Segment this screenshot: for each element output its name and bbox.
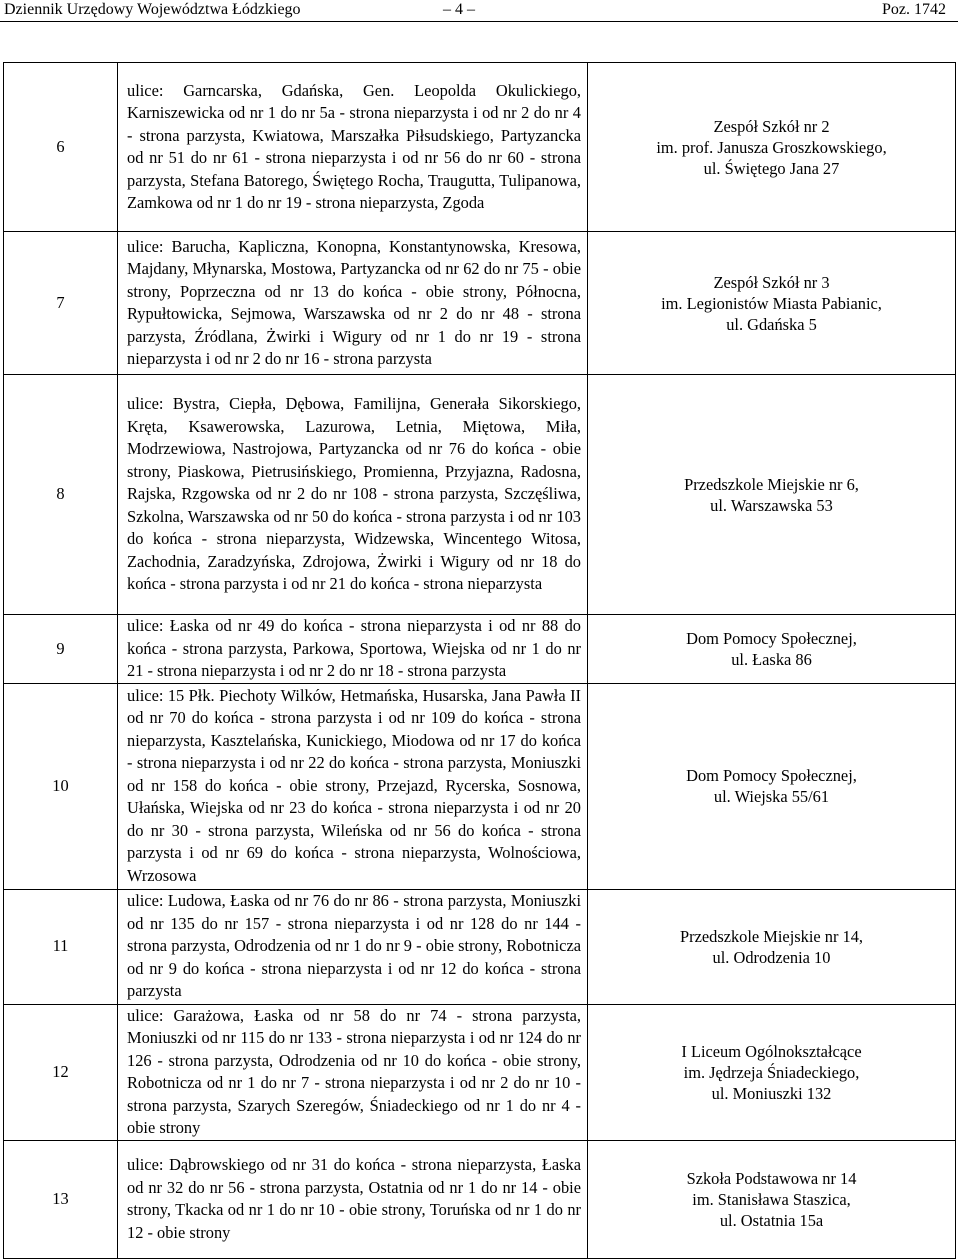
district-table	[3, 62, 956, 1259]
streets-list: ulice: 15 Płk. Piechoty Wilków, Hetmańska, Husarska, Jana Pawła II od nr 70 do końca - strona parzysta i od nr 109 do końca - strona nieparzysta, Kasztelańska, Kunickiego, Miodowa od nr 17 do końca - strona nieparzysta i od nr 22 do końca - strona parzysta, Moniuszki od nr 158 do końca - obie strony, Przejazd, Rycerska, Sosnowa, Ułańska, Wiejska od nr 23 do końca - strona nieparzysta i od nr 20 do nr 30 - strona parzysta, Wileńska od nr 56 do końca - strona parzysta i od nr 69 do końca - strona nieparzysta, Wolnościowa, Wrzosowa	[118, 683, 588, 889]
polling-station	[588, 232, 956, 375]
polling-station-line: Zespół Szkół nr 2	[713, 116, 830, 136]
streets-list: ulice: Garncarska, Gdańska, Gen. Leopolda Okulickiego, Karniszewicka od nr 1 do nr 5a - strona nieparzysta i od nr 2 do nr 4 - strona parzysta, Kwiatowa, Marszałka Piłsudskiego, Partyzancka od nr 51 do nr 61 - strona nieparzysta i od nr 56 do nr 60 - strona parzysta, Stefana Batorego, Świętego Rocha, Traugutta, Tulipanowa, Zamkowa od nr 1 do nr 19 - strona nieparzysta, Zgoda	[118, 63, 588, 232]
district-number: 12	[4, 1004, 118, 1140]
polling-station-line: im. Legionistów Miasta Pabianic,	[661, 293, 882, 313]
streets-list: ulice: Bystra, Ciepła, Dębowa, Familijna, Generała Sikorskiego, Kręta, Ksawerowska, Lazurowa, Letnia, Miętowa, Miła, Modrzewiowa, Nastrojowa, Partyzancka od nr 76 do końca - obie strony, Piaskowa, Pietrusińskiego, Promienna, Przyjazna, Radosna, Rajska, Rzgowska od nr 2 do nr 108 - strona parzysta, Szczęśliwa, Szkolna, Warszawska od nr 50 do końca - strona parzysta i od nr 103 do końca - strona nieparzysta, Widzewska, Wincentego Witosa, Zachodnia, Zaradzyńska, Zdrojowa, Żwirki i Wigury od nr 18 do końca - strona parzysta i od nr 21 do końca - strona nieparzysta	[118, 375, 588, 615]
page-header	[0, 0, 960, 22]
streets-list: ulice: Barucha, Kapliczna, Konopna, Konstantynowska, Kresowa, Majdany, Młynarska, Mostowa, Partyzancka od nr 62 do nr 75 - obie strony, Poprzeczna od nr 13 do końca - obie strony, Północna, Rypułtowicka, Sejmowa, Warszawska od nr 2 do nr 48 - strona parzysta, Źródlana, Żwirki i Wigury od nr 1 do nr 19 - strona nieparzysta i od nr 2 do nr 16 - strona parzysta	[118, 232, 588, 375]
position-number: Poz. 1742	[882, 1, 946, 18]
polling-station-line: ul. Ostatnia 15a	[719, 1210, 824, 1230]
page-number: – 4 –	[443, 1, 475, 18]
table-row	[4, 889, 956, 1004]
district-number: 7	[4, 232, 118, 375]
table-row	[4, 232, 956, 375]
polling-station	[588, 63, 956, 232]
polling-station-line: im. Stanisława Staszica,	[692, 1189, 851, 1209]
district-number: 13	[4, 1140, 118, 1258]
header-rule	[0, 21, 958, 22]
district-number: 8	[4, 375, 118, 615]
polling-station-line: ul. Świętego Jana 27	[703, 158, 840, 178]
polling-station-line: ul. Łaska 86	[731, 649, 812, 669]
streets-list: ulice: Garażowa, Łaska od nr 58 do nr 74 - strona parzysta, Moniuszki od nr 115 do nr 133 - strona nieparzysta i od nr 124 do nr 126 - strona parzysta, Odrodzenia od nr 10 do końca - obie strony, Robotnicza od nr 1 do nr 7 - strona nieparzysta i od nr 2 do nr 10 - strona parzysta, Szarych Szeregów, Śniadeckiego od nr 1 do nr 4 - obie strony	[118, 1004, 588, 1140]
polling-station-line: I Liceum Ogólnokształcące	[681, 1041, 862, 1061]
streets-list: ulice: Łaska od nr 49 do końca - strona nieparzysta i od nr 88 do końca - strona parzysta, Parkowa, Sportowa, Wiejska od nr 1 do nr 21 - strona nieparzysta i od nr 2 do nr 18 - strona parzysta	[118, 615, 588, 684]
district-number: 10	[4, 683, 118, 889]
polling-station-line: Przedszkole Miejskie nr 14,	[680, 926, 863, 946]
polling-station-line: Zespół Szkół nr 3	[713, 272, 830, 292]
polling-station-line: Dom Pomocy Społecznej,	[686, 628, 857, 648]
table-row	[4, 683, 956, 889]
district-number: 6	[4, 63, 118, 232]
polling-station-line: im. prof. Janusza Groszkowskiego,	[656, 137, 887, 157]
district-number: 9	[4, 615, 118, 684]
polling-station-line: Dom Pomocy Społecznej,	[686, 766, 857, 785]
streets-list: ulice: Dąbrowskiego od nr 31 do końca - strona nieparzysta, Łaska od nr 32 do nr 56 - strona parzysta, Ostatnia od nr 1 do nr 14 - obie strony, Tkacka od nr 1 do nr 10 - obie strony, Toruńska od nr 1 do nr 12 - obie strony	[118, 1140, 588, 1258]
polling-station-line: ul. Wiejska 55/61	[713, 787, 830, 806]
polling-station-line: ul. Moniuszki 132	[711, 1083, 832, 1103]
journal-title: Dziennik Urzędowy Województwa Łódzkiego	[4, 1, 301, 18]
table-row	[4, 615, 956, 684]
district-number: 11	[4, 889, 118, 1004]
polling-station-line: ul. Gdańska 5	[726, 314, 817, 334]
polling-station-line: ul. Odrodzenia 10	[712, 947, 831, 967]
polling-station	[588, 375, 956, 615]
polling-station-line: Szkoła Podstawowa nr 14	[686, 1168, 857, 1188]
table-row	[4, 375, 956, 615]
table-row	[4, 1140, 956, 1258]
polling-station-line: im. Jędrzeja Śniadeckiego,	[683, 1062, 860, 1082]
polling-station	[588, 1140, 956, 1258]
polling-station	[588, 615, 956, 684]
polling-station	[588, 683, 956, 889]
streets-list: ulice: Ludowa, Łaska od nr 76 do nr 86 - strona parzysta, Moniuszki od nr 135 do nr 157 - strona nieparzysta i od nr 128 do nr 144 - strona parzysta, Odrodzenia od nr 1 do nr 9 - obie strony, Robotnicza od nr 9 do końca - strona nieparzysta i od nr 12 do końca - strona parzysta	[118, 889, 588, 1004]
polling-station-line: Przedszkole Miejskie nr 6,	[684, 474, 859, 494]
polling-station	[588, 889, 956, 1004]
table-row	[4, 63, 956, 232]
polling-station-line: ul. Warszawska 53	[710, 495, 833, 515]
polling-station	[588, 1004, 956, 1140]
table-row	[4, 1004, 956, 1140]
